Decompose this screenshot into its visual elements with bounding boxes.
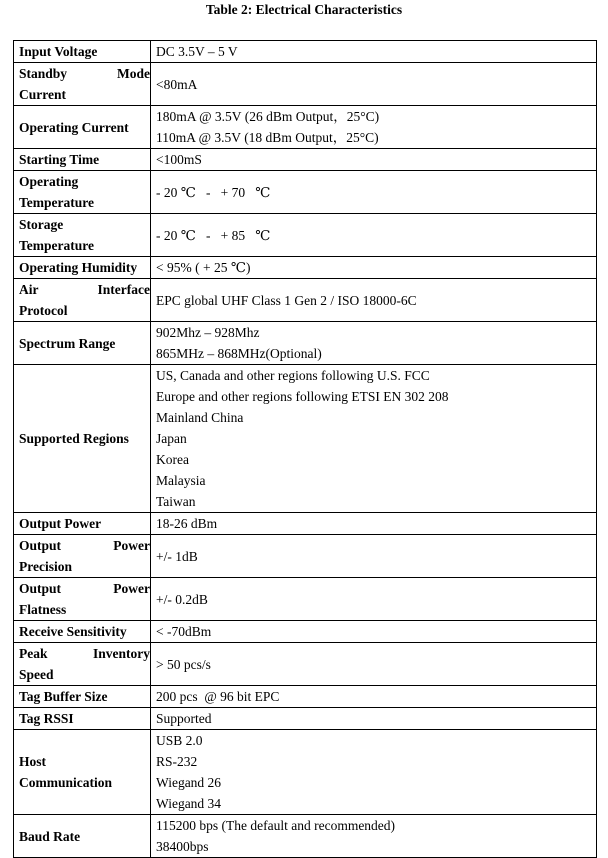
row-value <box>151 643 597 686</box>
row-value-line: <80mA <box>156 76 198 92</box>
table-row <box>14 171 597 214</box>
row-label-word: Output Power <box>19 516 102 531</box>
table-title: Table 2: Electrical Characteristics <box>205 2 403 17</box>
row-value <box>151 708 597 730</box>
row-label <box>14 41 151 63</box>
row-label-word: Operating <box>19 174 79 189</box>
row-value-line: 115200 bps (The default and recommended) <box>156 818 396 833</box>
row-value-line: Korea <box>156 452 189 467</box>
row-label <box>14 815 151 858</box>
row-label <box>14 730 151 815</box>
row-label-word: Standby <box>19 66 68 81</box>
row-label <box>14 214 151 257</box>
row-label-word: Mode <box>117 66 150 81</box>
row-value <box>151 365 597 513</box>
row-label-word: Receive Sensitivity <box>19 624 127 639</box>
row-label-word: Flatness <box>19 602 67 617</box>
table-row <box>14 621 597 643</box>
row-value-line: Europe and other regions following ETSI EN 302 208 <box>156 389 449 404</box>
row-label-word: Temperature <box>19 195 94 210</box>
table-row <box>14 535 597 578</box>
row-label-word: Baud Rate <box>19 828 81 844</box>
row-value-line: 865MHz – 868MHz(Optional) <box>156 346 322 361</box>
table-row <box>14 708 597 730</box>
row-value-line: Malaysia <box>156 473 206 488</box>
row-label-word: Output <box>19 581 62 596</box>
table-row <box>14 322 597 365</box>
row-value-line: +/- 0.2dB <box>156 591 208 607</box>
row-value-line: Mainland China <box>156 410 244 425</box>
row-label-word: Operating Current <box>19 119 129 135</box>
table-row <box>14 578 597 621</box>
electrical-characteristics-table <box>13 40 597 858</box>
row-value <box>151 63 597 106</box>
row-value-line: USB 2.0 <box>156 733 203 748</box>
row-label <box>14 63 151 106</box>
row-value <box>151 279 597 322</box>
row-value <box>151 214 597 257</box>
row-value-line: US, Canada and other regions following U.S. FCC <box>156 368 430 383</box>
row-label-word: Peak <box>19 646 48 661</box>
row-value <box>151 578 597 621</box>
row-label <box>14 171 151 214</box>
row-value <box>151 257 597 279</box>
row-label-word: Air <box>19 282 39 297</box>
row-value <box>151 535 597 578</box>
table-row <box>14 214 597 257</box>
row-label <box>14 322 151 365</box>
row-label-word: Speed <box>19 667 54 682</box>
table-row <box>14 63 597 106</box>
row-label-word: Tag Buffer Size <box>19 689 108 704</box>
row-label <box>14 578 151 621</box>
row-label-word: Input Voltage <box>19 44 98 59</box>
row-label-word: Temperature <box>19 238 94 253</box>
table-row <box>14 686 597 708</box>
row-value <box>151 171 597 214</box>
row-value-line: 18-26 dBm <box>156 516 218 531</box>
row-label <box>14 686 151 708</box>
row-value <box>151 815 597 858</box>
row-label-word: Precision <box>19 559 72 574</box>
row-label-word: Communication <box>19 775 113 790</box>
row-label <box>14 149 151 171</box>
row-label <box>14 365 151 513</box>
row-value-line: < 95% ( + 25 ℃) <box>156 260 251 275</box>
row-label-word: Tag RSSI <box>19 711 74 726</box>
row-value-line: Supported <box>156 711 212 726</box>
row-value <box>151 621 597 643</box>
row-value <box>151 513 597 535</box>
row-label-word: Storage <box>19 217 64 232</box>
row-value-line: < -70dBm <box>156 624 212 639</box>
row-label-word: Current <box>19 87 66 102</box>
table-row <box>14 279 597 322</box>
row-label <box>14 279 151 322</box>
row-value-line: Japan <box>156 431 187 446</box>
row-value-line: DC 3.5V – 5 V <box>156 44 238 59</box>
row-label-word: Operating Humidity <box>19 260 138 275</box>
row-value-line: 180mA @ 3.5V (26 dBm Output，25°C) <box>156 109 380 124</box>
row-value-line: EPC global UHF Class 1 Gen 2 / ISO 18000-6C <box>156 292 417 308</box>
row-value <box>151 730 597 815</box>
row-label-word: Inventory <box>93 646 150 661</box>
row-value-line: Wiegand 34 <box>156 796 222 811</box>
row-value <box>151 106 597 149</box>
row-label <box>14 513 151 535</box>
table-row <box>14 643 597 686</box>
row-label-word: Host <box>19 754 46 769</box>
table-row <box>14 257 597 279</box>
row-value-line: RS-232 <box>156 754 198 769</box>
row-value <box>151 686 597 708</box>
row-value-line: - 20 ℃ - + 70 ℃ <box>156 184 271 200</box>
table-row <box>14 730 597 815</box>
row-value-line: Taiwan <box>156 494 196 509</box>
row-value-line: 200 pcs @ 96 bit EPC <box>156 689 280 704</box>
row-label <box>14 535 151 578</box>
table-row <box>14 513 597 535</box>
row-label <box>14 708 151 730</box>
row-label-word: Power <box>113 581 150 596</box>
row-label <box>14 106 151 149</box>
row-label-word: Supported Regions <box>19 431 129 446</box>
table-row <box>14 41 597 63</box>
row-label <box>14 643 151 686</box>
row-value-line: 902Mhz – 928Mhz <box>156 325 260 340</box>
row-value-line: - 20 ℃ - + 85 ℃ <box>156 227 271 243</box>
row-value <box>151 41 597 63</box>
row-label <box>14 621 151 643</box>
row-value <box>151 322 597 365</box>
table-row <box>14 815 597 858</box>
table-row <box>14 365 597 513</box>
table-row <box>14 149 597 171</box>
row-value-line: 110mA @ 3.5V (18 dBm Output，25°C) <box>156 130 379 145</box>
table-row <box>14 106 597 149</box>
row-value-line: +/- 1dB <box>156 548 198 564</box>
row-label-word: Starting Time <box>19 152 100 167</box>
row-label-word: Power <box>113 538 150 553</box>
row-value <box>151 149 597 171</box>
row-label <box>14 257 151 279</box>
row-value-line: Wiegand 26 <box>156 775 222 790</box>
row-label-word: Output <box>19 538 62 553</box>
row-value-line: > 50 pcs/s <box>156 656 211 672</box>
row-label-word: Spectrum Range <box>19 335 116 351</box>
row-value-line: <100mS <box>156 152 202 167</box>
row-value-line: 38400bps <box>156 839 209 854</box>
row-label-word: Protocol <box>19 303 68 318</box>
row-label-word: Interface <box>97 282 150 297</box>
